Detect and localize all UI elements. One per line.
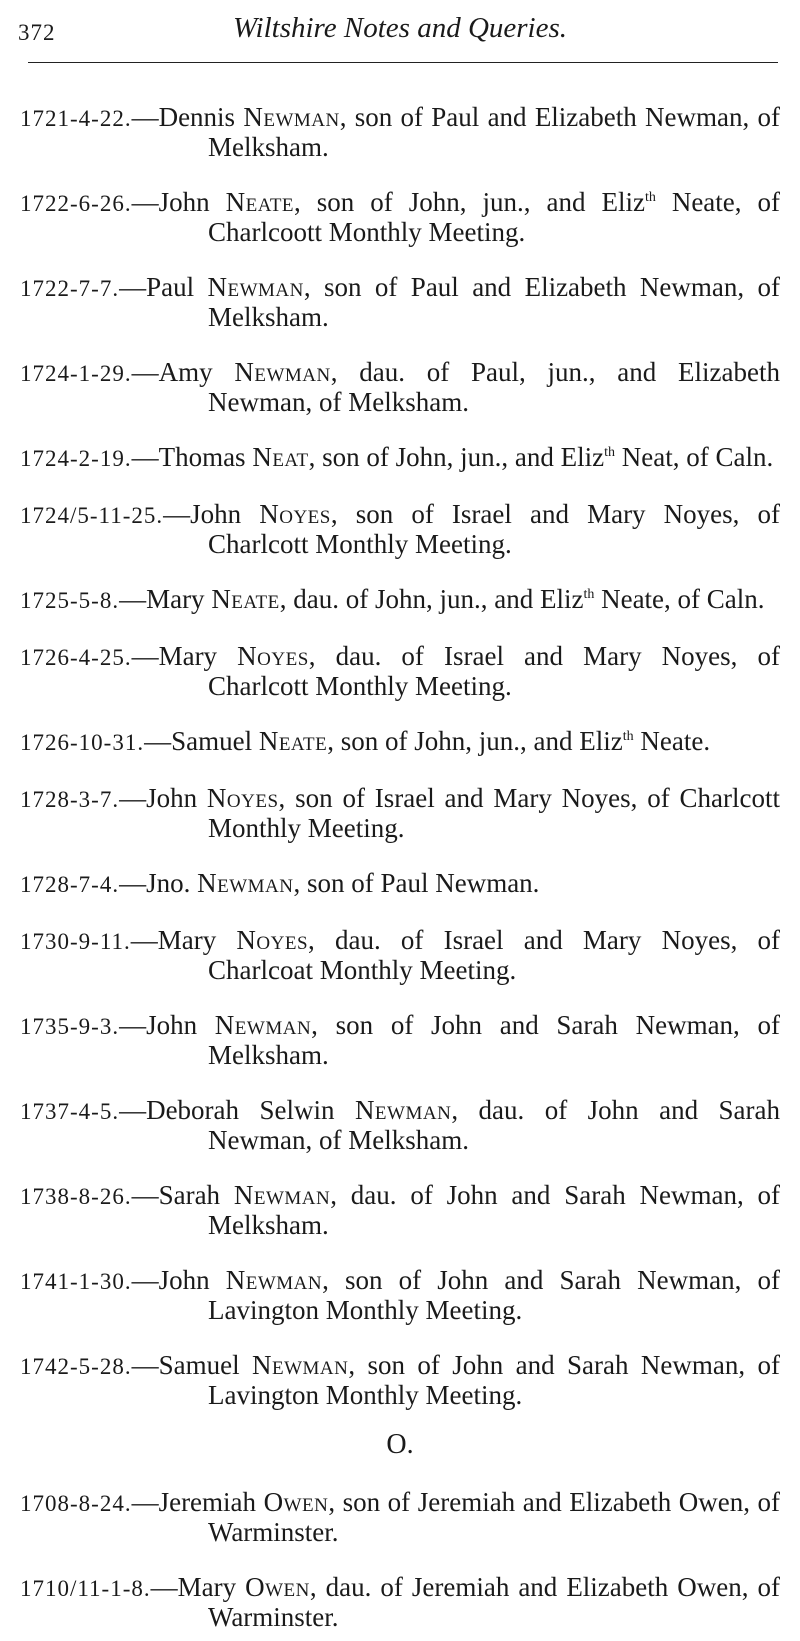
entry-text: , son of Israel and Mary Noyes, of Charlcott Monthly Meeting. (208, 499, 781, 559)
entry-date: 1728-7-4. (20, 872, 120, 897)
entry-surname: Owen (263, 1487, 329, 1517)
entry-surname: Owen (245, 1572, 310, 1602)
entry-text: , dau. of John and Sarah Newman, of Melksham. (208, 1095, 780, 1155)
entry-text: , son of John and Sarah Newman, of Lavington Monthly Meeting. (208, 1265, 780, 1325)
entry-date: 1741-1-30. (20, 1269, 132, 1294)
entry-date: 1710/11-1-8. (20, 1576, 151, 1601)
entry-surname: Newman (234, 357, 331, 387)
entry-surname: Newman (207, 272, 304, 302)
page-number: 372 (18, 20, 56, 45)
entry-text-tail: Neat, of Caln. (615, 442, 774, 472)
register-entry: 1710/11-1-8.—Mary Owen, dau. of Jeremiah and Elizabeth Owen, of Warminster. (20, 1572, 780, 1632)
entry-surname: Newman (233, 1180, 331, 1210)
entry-date: 1724-2-19. (20, 446, 132, 471)
entry-surname: Neate (258, 726, 328, 756)
register-entry: 1726-4-25.—Mary Noyes, dau. of Israel and Mary Noyes, of Charlcott Monthly Meeting. (20, 641, 781, 701)
entry-text: , dau. of Jeremiah and Elizabeth Owen, of Warminster. (208, 1572, 780, 1632)
register-entry: 1726-10-31.—Samuel Neate, son of John, jun., and Eliz$^{th}$ Neate. (20, 726, 711, 756)
entry-date: 1708-8-24. (20, 1491, 132, 1516)
register-entry: 1721-4-22.—Dennis Newman, son of Paul and Elizabeth Newman, of Melksham. (20, 102, 781, 162)
entry-given-name: Amy (158, 357, 213, 387)
entry-given-name: John (146, 783, 198, 813)
entry-date: 1738-8-26. (20, 1184, 132, 1209)
register-entry: 1737-4-5.—Deborah Selwin Newman, dau. of John and Sarah Newman, of Melksham. (20, 1095, 780, 1155)
register-entry: 1724/5-11-25.—John Noyes, son of Israel and Mary Noyes, of Charlcott Monthly Meeting. (20, 499, 781, 559)
entry-text: , son of Jeremiah and Elizabeth Owen, of Warminster. (208, 1487, 781, 1547)
entry-surname: Newman (243, 102, 340, 132)
entry-given-name: Paul (146, 272, 195, 302)
entry-given-name: John (190, 499, 242, 529)
register-entry: 1724-1-29.—Amy Newman, dau. of Paul, jun., and Elizabeth Newman, of Melksham. (20, 357, 781, 417)
register-entry: 1742-5-28.—Samuel Newman, son of John and Sarah Newman, of Lavington Monthly Meeting. (20, 1350, 780, 1410)
entry-superscript: th (622, 729, 634, 744)
entry-date: 1722-7-7. (20, 276, 120, 301)
entry-text: , son of Paul and Elizabeth Newman, of Melksham. (208, 272, 781, 332)
entry-date: 1730-9-11. (20, 929, 131, 954)
entry-given-name: Thomas (158, 442, 246, 472)
entry-date: 1735-9-3. (20, 1014, 120, 1039)
register-entry: 1728-3-7.—John Noyes, son of Israel and Mary Noyes, of Charlcott Monthly Meeting. (20, 783, 780, 843)
entry-surname: Neate (211, 584, 280, 614)
entry-surname: Neat (252, 442, 309, 472)
entry-date: 1726-4-25. (20, 645, 132, 670)
entry-date: 1721-4-22. (20, 106, 132, 131)
entry-text-tail: Neate, of Charlcoott Monthly Meeting. (208, 187, 780, 247)
entry-surname: Noyes (259, 499, 331, 529)
entry-given-name: Mary (177, 1572, 237, 1602)
entry-date: 1726-10-31. (20, 730, 145, 755)
entry-surname: Newman (251, 1350, 349, 1380)
entry-text: , son of John and Sarah Newman, of Lavington Monthly Meeting. (208, 1350, 780, 1410)
register-entry: 1724-2-19.—Thomas Neat, son of John, jun., and Eliz$^{th}$ Neat, of Caln. (20, 442, 774, 472)
register-entries (20, 76, 780, 1641)
entry-given-name: Samuel (171, 726, 253, 756)
entry-given-name: Samuel (158, 1350, 240, 1380)
entry-given-name: Sarah (158, 1180, 221, 1210)
entry-date: 1728-3-7. (20, 787, 120, 812)
entry-surname: Noyes (237, 641, 309, 671)
running-title: Wiltshire Notes and Queries. (232, 12, 568, 44)
register-entry: 1738-8-26.—Sarah Newman, dau. of John and Sarah Newman, of Melksham. (20, 1180, 781, 1240)
entry-date: 1722-6-26. (20, 191, 132, 216)
entry-given-name: Mary (158, 641, 218, 671)
entry-date: 1737-4-5. (20, 1099, 120, 1124)
register-entry: 1722-7-7.—Paul Newman, son of Paul and Elizabeth Newman, of Melksham. (20, 272, 781, 332)
entry-text: , son of Paul Newman. (293, 868, 540, 898)
entry-date: 1724/5-11-25. (20, 503, 164, 528)
register-entry: 1728-7-4.—Jno. Newman, son of Paul Newman. (20, 868, 540, 898)
register-entry: 1741-1-30.—John Newman, son of John and Sarah Newman, of Lavington Monthly Meeting. (20, 1265, 780, 1325)
entry-surname: Newman (214, 1010, 312, 1040)
entry-surname: Newman (197, 868, 294, 898)
entry-given-name: Deborah Selwin (146, 1095, 335, 1125)
page-header (0, 0, 800, 64)
entry-text: , son of John, jun., and Eliz (327, 726, 623, 756)
entry-text: , son of John, jun., and Eliz (294, 187, 645, 217)
section-n-entries (20, 103, 780, 1409)
entry-superscript: th (604, 445, 616, 460)
header-rule (28, 62, 778, 63)
entry-given-name: Mary (157, 925, 217, 955)
entry-text: , dau. of Paul, jun., and Elizabeth Newman, of Melksham. (208, 357, 781, 417)
register-entry: 1722-6-26.—John Neate, son of John, jun., and Eliz$^{th}$ Neate, of Charlcoott Monthly Meeting. (20, 187, 780, 247)
entry-date: 1742-5-28. (20, 1354, 132, 1379)
entry-date: 1725-5-8. (20, 588, 120, 613)
entry-text: , dau. of Israel and Mary Noyes, of Charlcott Monthly Meeting. (208, 641, 781, 701)
entry-superscript: th (583, 587, 595, 602)
entry-given-name: Jno. (146, 868, 191, 898)
entry-superscript: th (644, 190, 656, 205)
entry-surname: Neate (225, 187, 295, 217)
register-entry: 1725-5-8.—Mary Neate, dau. of John, jun., and Eliz$^{th}$ Neate, of Caln. (20, 584, 765, 614)
entry-given-name: John (146, 1010, 198, 1040)
entry-given-name: Mary (146, 584, 205, 614)
entry-surname: Noyes (236, 925, 309, 955)
entry-given-name: Dennis (158, 102, 236, 132)
entry-text-tail: Neate, of Caln. (594, 584, 765, 614)
entry-given-name: John (158, 1265, 210, 1295)
register-entry: 1735-9-3.—John Newman, son of John and Sarah Newman, of Melksham. (20, 1010, 780, 1070)
entry-text: , son of John and Sarah Newman, of Melksham. (208, 1010, 780, 1070)
register-entry: 1730-9-11.—Mary Noyes, dau. of Israel and Mary Noyes, of Charlcoat Monthly Meeting. (20, 925, 781, 985)
entry-given-name: John (158, 187, 210, 217)
entry-text: , dau. of John and Sarah Newman, of Melksham. (208, 1180, 781, 1240)
register-entry: 1708-8-24.—Jeremiah Owen, son of Jeremiah and Elizabeth Owen, of Warminster. (20, 1487, 781, 1547)
entry-surname: Newman (354, 1095, 452, 1125)
entry-text: , dau. of Israel and Mary Noyes, of Charlcoat Monthly Meeting. (208, 925, 781, 985)
section-o-entries (20, 1488, 780, 1631)
entry-text: , son of Israel and Mary Noyes, of Charlcott Monthly Meeting. (208, 783, 780, 843)
entry-surname: Newman (225, 1265, 323, 1295)
entry-given-name: Jeremiah (158, 1487, 257, 1517)
entry-surname: Noyes (206, 783, 279, 813)
section-heading-o: O. (386, 1429, 414, 1460)
entry-text-tail: Neate. (633, 726, 711, 756)
entry-text: , son of John, jun., and Eliz (308, 442, 605, 472)
entry-text: , son of Paul and Elizabeth Newman, of Melksham. (208, 102, 781, 162)
entry-date: 1724-1-29. (20, 361, 132, 386)
entry-text: , dau. of John, jun., and Eliz (279, 584, 584, 614)
